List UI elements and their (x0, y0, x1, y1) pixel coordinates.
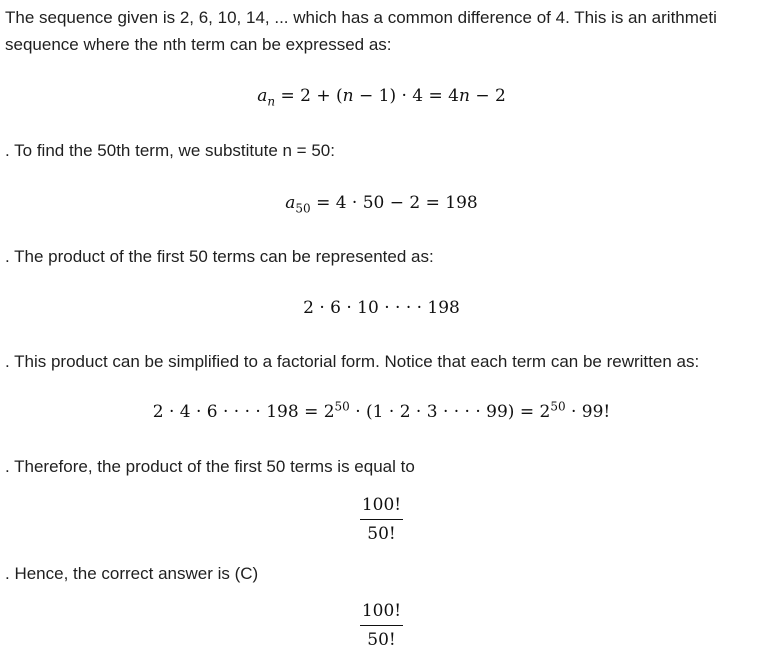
fraction-1-numerator: 100! (360, 494, 403, 520)
eq1-rhs-a: = 2 + ( (280, 86, 343, 106)
solution-text-step-2: . To find the 50th term, we substitute n = 50: (5, 141, 335, 160)
eq4-part1: 2 · 4 · 6 · · · · 198 = 2 (152, 402, 335, 422)
fraction-2-denominator: 50! (367, 630, 396, 650)
eq4-exp2: 50 (550, 399, 566, 414)
eq1-n2: n (458, 86, 470, 106)
fraction-2 (360, 600, 403, 651)
eq4-part3: · 99! (565, 402, 611, 422)
eq1-n1: n (342, 86, 354, 106)
solution-text-line-2: sequence where the nth term can be expressed as: (5, 35, 392, 54)
eq2-sub: 50 (295, 201, 311, 216)
solution-text-step-5: . Therefore, the product of the first 50 terms is equal to (5, 457, 415, 476)
eq1-rhs-c: − 2 (469, 86, 506, 106)
equation-factorial-form (0, 400, 763, 424)
fraction-result-1 (0, 494, 763, 545)
fraction-result-2 (0, 600, 763, 651)
eq4-exp1: 50 (334, 399, 350, 414)
solution-text-step-3: . The product of the first 50 terms can be represented as: (5, 247, 434, 266)
equation-nth-term (0, 84, 763, 108)
eq1-sub: n (267, 94, 276, 109)
eq1-rhs-b: − 1) · 4 = 4 (353, 86, 459, 106)
equation-product: 2 · 6 · 10 · · · · 198 (303, 298, 460, 318)
solution-text-line-1: The sequence given is 2, 6, 10, 14, ... which has a common difference of 4. This is an arithmeti (5, 8, 717, 27)
fraction-2-numerator: 100! (360, 600, 403, 626)
eq1-var: a (257, 86, 268, 106)
equation-50th-term (0, 191, 763, 215)
fraction-1-denominator: 50! (367, 524, 396, 544)
eq2-var: a (285, 193, 296, 213)
solution-text-step-4: . This product can be simplified to a factorial form. Notice that each term can be rewritten as: (5, 352, 700, 371)
solution-text-step-6: . Hence, the correct answer is (C) (5, 564, 259, 583)
fraction-1 (360, 494, 403, 545)
eq2-rhs: = 4 · 50 − 2 = 198 (316, 193, 478, 213)
eq4-part2: · (1 · 2 · 3 · · · · 99) = 2 (349, 402, 551, 422)
